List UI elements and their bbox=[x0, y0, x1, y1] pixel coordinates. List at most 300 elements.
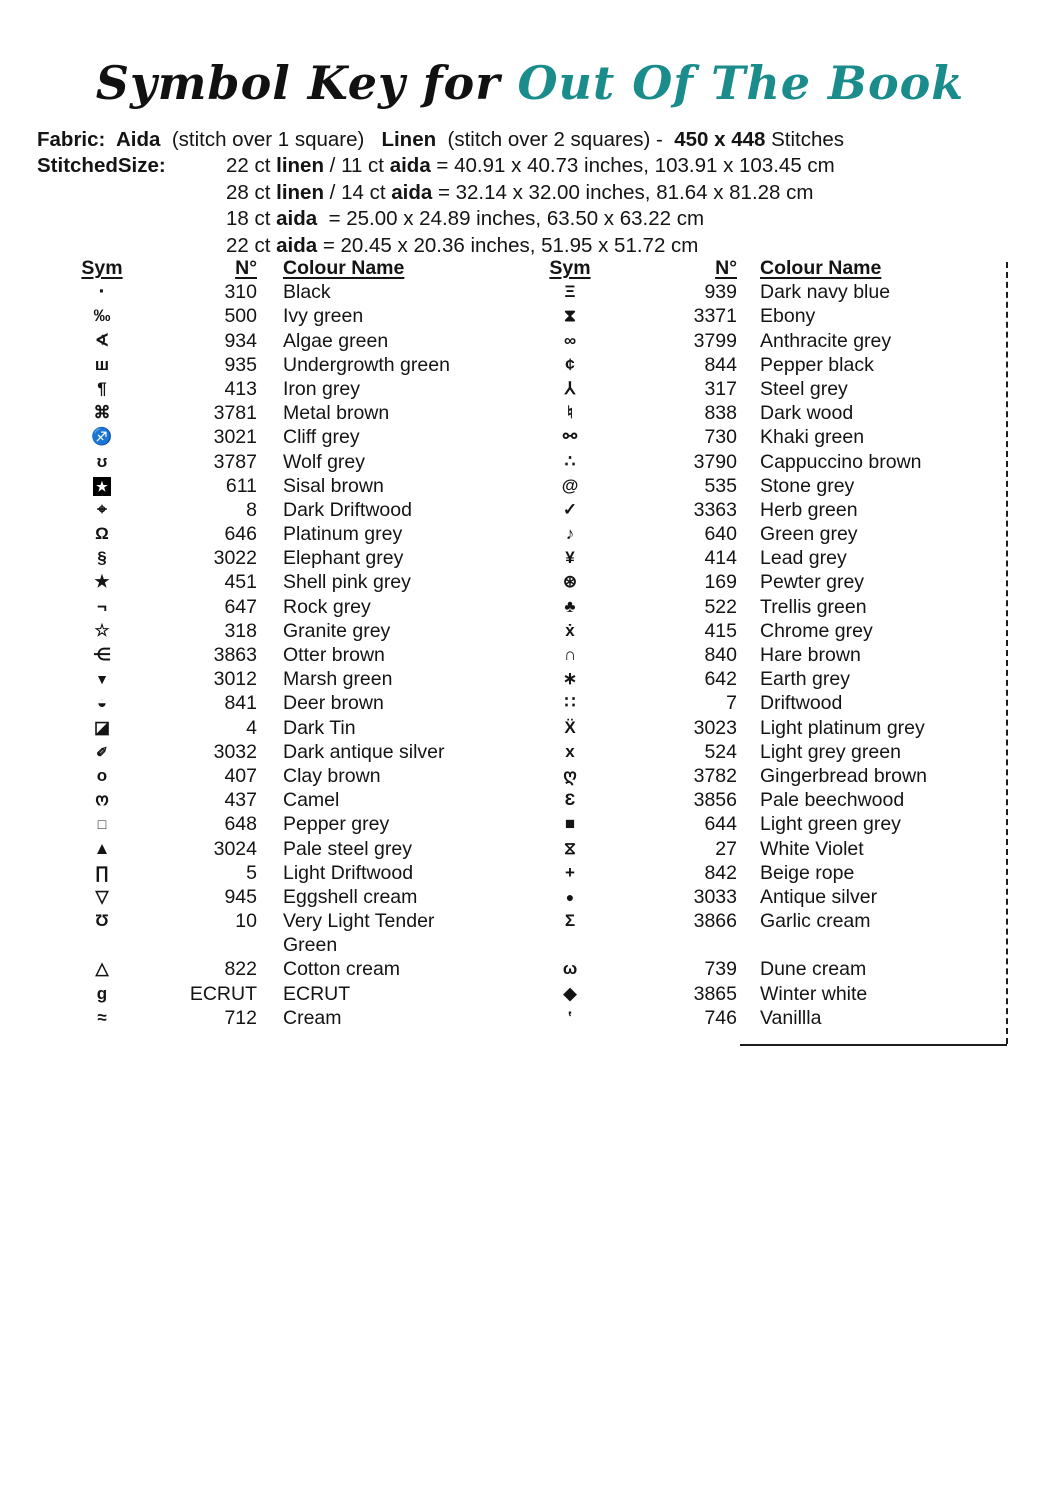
key-row bbox=[62, 353, 479, 377]
colour-name-cell bbox=[737, 933, 995, 957]
number-cell: 413 bbox=[224, 377, 257, 400]
header-colour-name bbox=[737, 256, 995, 280]
key-row bbox=[62, 450, 479, 474]
header-number bbox=[142, 256, 257, 280]
number-cell: 3866 bbox=[693, 910, 737, 933]
key-row bbox=[530, 885, 995, 909]
number-cell: 3863 bbox=[213, 644, 257, 666]
stitch-symbol: ẋ bbox=[565, 620, 575, 640]
colour-name-cell: Steel grey bbox=[760, 377, 848, 400]
colour-name-cell: Light platinum grey bbox=[760, 716, 925, 739]
stitch-symbol: ‰ bbox=[93, 306, 111, 326]
colour-name-cell: Ivy green bbox=[283, 305, 364, 328]
stitch-symbol: ¢ bbox=[565, 354, 575, 374]
header-sym bbox=[530, 256, 610, 280]
symbol-key-column-right bbox=[530, 256, 995, 1030]
colour-name-cell: Very Light Tender Green bbox=[283, 910, 435, 957]
key-row bbox=[530, 1006, 995, 1030]
number-cell: 644 bbox=[704, 813, 737, 836]
symbol-cell bbox=[62, 861, 142, 885]
text-segment: = 25.00 x 24.89 inches, 63.50 x 63.22 cm bbox=[317, 207, 705, 230]
key-row bbox=[62, 401, 479, 425]
symbol-cell bbox=[530, 425, 610, 449]
stitch-symbol: ∩ bbox=[563, 645, 577, 664]
colour-name-cell: Pale steel grey bbox=[283, 837, 412, 860]
stitch-symbol: Ẍ bbox=[564, 717, 576, 737]
stitch-symbol: ∞ bbox=[563, 330, 577, 350]
key-row bbox=[62, 425, 479, 449]
symbol-cell bbox=[530, 1006, 610, 1030]
key-row bbox=[62, 474, 479, 498]
stitch-symbol: § bbox=[97, 548, 107, 568]
stitch-symbol: ◒ bbox=[96, 693, 108, 713]
key-row bbox=[530, 812, 995, 836]
key-row bbox=[62, 546, 479, 570]
number-cell: 730 bbox=[704, 426, 737, 449]
stitch-symbol: Ξ bbox=[564, 282, 576, 302]
number-cell: 3363 bbox=[693, 498, 737, 521]
number-cell: 746 bbox=[704, 1006, 737, 1029]
stitch-symbol: ⋲ bbox=[93, 645, 111, 664]
number-cell: 407 bbox=[224, 764, 257, 787]
key-row bbox=[530, 861, 995, 885]
stitch-symbol: ∷ bbox=[564, 693, 576, 713]
symbol-cell bbox=[62, 643, 142, 667]
text-segment: aida bbox=[389, 154, 431, 177]
key-row bbox=[530, 691, 995, 715]
stitch-symbol: · bbox=[98, 280, 106, 304]
key-row bbox=[62, 861, 479, 885]
stitch-symbol: ♮ bbox=[566, 403, 574, 423]
number-cell: 3021 bbox=[213, 426, 257, 449]
key-row bbox=[530, 304, 995, 328]
key-row bbox=[62, 619, 479, 643]
key-row bbox=[530, 401, 995, 425]
number-cell: 522 bbox=[704, 595, 737, 618]
key-row bbox=[62, 570, 479, 594]
key-row bbox=[62, 885, 479, 909]
number-cell: 939 bbox=[704, 281, 737, 304]
symbol-cell bbox=[530, 691, 610, 715]
symbol-cell bbox=[62, 595, 142, 619]
symbol-cell bbox=[530, 498, 610, 522]
colour-name-cell: Khaki green bbox=[760, 426, 865, 449]
key-row bbox=[62, 595, 479, 619]
number-cell: 646 bbox=[224, 523, 257, 546]
text-segment: 18 ct bbox=[226, 207, 277, 230]
key-row bbox=[530, 764, 995, 788]
symbol-cell bbox=[530, 595, 610, 619]
key-row bbox=[62, 837, 479, 861]
stitch-symbol: ¶ bbox=[97, 378, 107, 398]
stitch-symbol: ო bbox=[95, 790, 109, 810]
number-cell: 10 bbox=[235, 910, 257, 933]
colour-name-cell: Cotton cream bbox=[283, 958, 401, 981]
number-cell: 3033 bbox=[693, 885, 737, 908]
symbol-cell bbox=[530, 982, 610, 1006]
symbol-cell bbox=[530, 764, 610, 788]
colour-name-cell: Herb green bbox=[760, 498, 858, 521]
symbol-cell bbox=[62, 837, 142, 861]
colour-name-cell: Pepper black bbox=[760, 353, 874, 376]
number-cell: 414 bbox=[704, 547, 737, 570]
key-row bbox=[530, 595, 995, 619]
text-segment: 22 ct bbox=[226, 233, 277, 257]
stitch-symbol: ⚯ bbox=[562, 427, 578, 447]
colour-name-cell: White Violet bbox=[760, 837, 864, 860]
colour-name-cell: Trellis green bbox=[760, 595, 867, 618]
symbol-cell bbox=[530, 716, 610, 740]
colour-name-cell: Dark wood bbox=[760, 402, 854, 425]
colour-name-cell: Iron grey bbox=[283, 377, 360, 400]
number-cell: 822 bbox=[224, 958, 257, 981]
stitch-symbol: Ɛ bbox=[564, 790, 576, 810]
header-label: N° bbox=[715, 257, 737, 279]
stitch-symbol: ʊ bbox=[96, 451, 108, 471]
stitch-symbol: ∏ bbox=[95, 862, 109, 882]
symbol-cell bbox=[530, 619, 610, 643]
symbol-cell bbox=[62, 280, 142, 304]
header-sym bbox=[62, 256, 142, 280]
text-segment: Linen bbox=[381, 128, 437, 151]
colour-name-cell: Driftwood bbox=[760, 692, 843, 715]
key-row bbox=[62, 304, 479, 328]
colour-name-cell: Gingerbread brown bbox=[760, 764, 927, 787]
number-cell bbox=[610, 933, 737, 957]
stitch-symbol: ★ bbox=[93, 477, 111, 496]
key-row bbox=[530, 377, 995, 401]
symbol-cell bbox=[530, 401, 610, 425]
number-cell: 3022 bbox=[213, 547, 257, 570]
key-row bbox=[62, 643, 479, 667]
text-segment: linen bbox=[276, 154, 324, 177]
key-row bbox=[62, 716, 479, 740]
symbol-cell bbox=[62, 1006, 142, 1030]
number-cell: 27 bbox=[715, 837, 737, 860]
header-label: N° bbox=[235, 257, 257, 279]
symbol-cell bbox=[530, 450, 610, 474]
stitch-symbol: Ω bbox=[95, 524, 109, 544]
key-row bbox=[62, 498, 479, 522]
stitch-symbol: g bbox=[96, 983, 108, 1003]
key-row bbox=[530, 837, 995, 861]
number-cell: 3790 bbox=[693, 450, 737, 473]
symbol-key-column-left bbox=[62, 256, 479, 1030]
number-cell: 5 bbox=[246, 861, 257, 884]
symbol-cell bbox=[62, 450, 142, 474]
number-cell: 3782 bbox=[693, 764, 737, 787]
stitch-symbol: ◪ bbox=[93, 717, 111, 737]
colour-name-cell: Antique silver bbox=[760, 885, 878, 908]
stitch-symbol: ღ bbox=[563, 765, 577, 785]
key-row bbox=[62, 280, 479, 304]
fabric-info-line bbox=[37, 127, 844, 153]
number-cell: 648 bbox=[224, 813, 257, 836]
stitched-size-line bbox=[226, 153, 835, 180]
number-cell: 611 bbox=[225, 474, 257, 497]
symbol-cell bbox=[530, 740, 610, 764]
colour-name-cell: Shell pink grey bbox=[283, 571, 411, 594]
stitch-symbol: ≈ bbox=[97, 1007, 107, 1027]
stitch-symbol: ⧖ bbox=[564, 838, 576, 858]
colour-name-cell: ECRUT bbox=[283, 982, 351, 1005]
colour-name-cell: Metal brown bbox=[283, 402, 390, 425]
stitch-symbol: ∢ bbox=[94, 330, 110, 350]
colour-name-cell: Chrome grey bbox=[760, 619, 873, 642]
stitch-symbol: ¬ bbox=[97, 596, 107, 616]
symbol-cell bbox=[530, 570, 610, 594]
colour-name-cell: Cliff grey bbox=[283, 426, 360, 449]
stitch-symbol: ω bbox=[562, 959, 578, 979]
stitch-symbol: ⊛ bbox=[562, 572, 578, 592]
symbol-cell bbox=[62, 546, 142, 570]
stitch-symbol: ‛ bbox=[567, 1007, 573, 1027]
key-table-header-row bbox=[530, 256, 995, 280]
key-row bbox=[530, 570, 995, 594]
colour-name-cell: Lead grey bbox=[760, 547, 847, 570]
number-cell: 935 bbox=[224, 353, 257, 376]
colour-name-cell: Pepper grey bbox=[283, 813, 390, 836]
key-row bbox=[530, 546, 995, 570]
number-cell: 3024 bbox=[213, 837, 257, 860]
number-cell: 524 bbox=[704, 740, 737, 763]
colour-name-cell: Black bbox=[283, 281, 331, 304]
stitch-symbol: @ bbox=[561, 475, 579, 495]
colour-name-cell: Otter brown bbox=[283, 644, 385, 666]
colour-name-cell: Dark Driftwood bbox=[283, 498, 412, 521]
header-label: Colour Name bbox=[760, 257, 882, 279]
key-row bbox=[62, 909, 479, 957]
key-row bbox=[530, 474, 995, 498]
stitch-symbol: ✐ bbox=[96, 743, 108, 760]
key-row bbox=[530, 982, 995, 1006]
key-row bbox=[62, 788, 479, 812]
number-cell: 640 bbox=[704, 523, 737, 546]
stitch-symbol: x bbox=[565, 741, 575, 761]
text-segment: = 40.91 x 40.73 inches, 103.91 x 103.45 cm bbox=[430, 154, 835, 177]
stitch-symbol: ♐ bbox=[91, 427, 113, 447]
stitch-symbol: ■ bbox=[564, 814, 576, 834]
key-row bbox=[62, 982, 479, 1006]
title-pattern-name: Out Of The Book bbox=[517, 56, 965, 110]
number-cell: 3856 bbox=[693, 789, 737, 812]
symbol-cell bbox=[530, 522, 610, 546]
stitch-symbol: ✓ bbox=[562, 499, 578, 519]
colour-name-cell: Dark navy blue bbox=[760, 281, 891, 304]
header-number bbox=[610, 256, 737, 280]
symbol-cell bbox=[62, 498, 142, 522]
stitch-symbol: ◆ bbox=[563, 983, 577, 1003]
key-row bbox=[530, 425, 995, 449]
number-cell: 934 bbox=[224, 329, 257, 352]
text-segment: aida bbox=[276, 233, 318, 257]
text-segment: 28 ct bbox=[226, 180, 277, 204]
symbol-cell bbox=[62, 522, 142, 546]
colour-name-cell: Pewter grey bbox=[760, 571, 865, 594]
symbol-cell bbox=[530, 909, 610, 933]
colour-name-cell: Light green grey bbox=[760, 813, 901, 836]
number-cell: 3012 bbox=[213, 668, 257, 691]
colour-name-cell: Ebony bbox=[760, 305, 816, 328]
stitched-size-line bbox=[226, 206, 835, 233]
stitch-symbol: o bbox=[96, 765, 108, 785]
stitch-symbol: ▼ bbox=[95, 671, 109, 688]
key-row bbox=[62, 1006, 479, 1030]
symbol-cell bbox=[62, 329, 142, 353]
stitch-symbol: ⌘ bbox=[93, 403, 111, 423]
colour-name-cell: Vanillla bbox=[760, 1006, 822, 1029]
stitch-symbol: ш bbox=[94, 354, 110, 374]
number-cell: 3781 bbox=[213, 402, 257, 425]
key-row bbox=[530, 740, 995, 764]
number-cell: 3371 bbox=[693, 305, 737, 328]
number-cell: 7 bbox=[726, 692, 737, 715]
number-cell: 838 bbox=[704, 402, 737, 425]
colour-name-cell: Rock grey bbox=[283, 595, 371, 618]
number-cell: 500 bbox=[224, 305, 257, 328]
stitch-symbol: ★ bbox=[94, 572, 110, 592]
colour-name-cell: Light grey green bbox=[760, 740, 901, 763]
colour-name-cell: Cream bbox=[283, 1006, 342, 1029]
symbol-cell bbox=[530, 861, 610, 885]
symbol-cell bbox=[62, 304, 142, 328]
key-row bbox=[530, 933, 995, 957]
symbol-cell bbox=[62, 909, 142, 957]
colour-name-cell: Elephant grey bbox=[283, 547, 404, 570]
number-cell: 844 bbox=[704, 353, 737, 376]
text-segment: / 14 ct bbox=[323, 180, 392, 204]
symbol-cell bbox=[530, 304, 610, 328]
key-row bbox=[62, 957, 479, 981]
key-row bbox=[62, 764, 479, 788]
key-row bbox=[530, 280, 995, 304]
symbol-cell bbox=[530, 643, 610, 667]
key-row bbox=[530, 667, 995, 691]
number-cell: 840 bbox=[704, 644, 737, 666]
stitch-symbol: Ʊ bbox=[95, 911, 109, 931]
stitch-symbol: ∗ bbox=[562, 669, 578, 689]
colour-name-cell: Dark antique silver bbox=[283, 740, 445, 763]
key-row bbox=[530, 788, 995, 812]
key-row bbox=[62, 329, 479, 353]
symbol-cell bbox=[62, 353, 142, 377]
stitch-symbol: ▲ bbox=[93, 838, 111, 858]
text-segment: (stitch over 1 square) bbox=[160, 128, 382, 151]
stitch-symbol: △ bbox=[95, 959, 109, 979]
symbol-cell bbox=[62, 982, 142, 1006]
key-row bbox=[62, 691, 479, 715]
symbol-cell bbox=[530, 885, 610, 909]
stitch-symbol: ☆ bbox=[94, 620, 110, 640]
symbol-cell bbox=[62, 716, 142, 740]
colour-name-cell: Algae green bbox=[283, 329, 389, 352]
stitch-symbol: □ bbox=[97, 816, 107, 833]
number-cell: 712 bbox=[224, 1006, 257, 1029]
number-cell: 535 bbox=[704, 474, 737, 497]
stitch-symbol: ¥ bbox=[565, 548, 575, 568]
number-cell: 842 bbox=[704, 861, 737, 884]
stitch-symbol: ⌖ bbox=[97, 499, 107, 519]
colour-name-cell: Cappuccino brown bbox=[760, 450, 922, 473]
colour-name-cell: Garlic cream bbox=[760, 910, 871, 933]
symbol-cell bbox=[62, 474, 142, 498]
stitch-symbol: ♪ bbox=[565, 524, 575, 544]
key-row bbox=[62, 522, 479, 546]
number-cell: 169 bbox=[704, 571, 737, 594]
header-label: Sym bbox=[81, 257, 123, 279]
symbol-cell bbox=[530, 667, 610, 691]
key-row bbox=[62, 740, 479, 764]
stitch-symbol: ▽ bbox=[95, 886, 109, 906]
symbol-cell bbox=[62, 812, 142, 836]
number-cell: ECRUT bbox=[189, 982, 257, 1005]
colour-name-cell: Light Driftwood bbox=[283, 861, 414, 884]
number-cell: 437 bbox=[224, 789, 257, 812]
key-row bbox=[530, 619, 995, 643]
key-row bbox=[530, 450, 995, 474]
stitched-size-label: StitchedSize: bbox=[37, 154, 166, 177]
header-label: Colour Name bbox=[283, 257, 405, 279]
stitched-size-line bbox=[226, 180, 835, 207]
symbol-cell bbox=[62, 957, 142, 981]
stitched-size-lines bbox=[226, 153, 835, 259]
symbol-cell bbox=[530, 788, 610, 812]
number-cell: 3865 bbox=[693, 982, 737, 1005]
colour-name-cell: Wolf grey bbox=[283, 450, 365, 473]
number-cell: 647 bbox=[224, 595, 257, 618]
text-segment: aida bbox=[391, 180, 433, 204]
symbol-cell bbox=[62, 691, 142, 715]
symbol-cell bbox=[530, 812, 610, 836]
key-row bbox=[530, 498, 995, 522]
key-row bbox=[530, 716, 995, 740]
colour-name-cell: Hare brown bbox=[760, 644, 861, 666]
stitch-symbol: ∴ bbox=[564, 451, 576, 471]
table-bottom-border bbox=[740, 1044, 1007, 1046]
key-row bbox=[62, 812, 479, 836]
stitch-symbol: ♣ bbox=[564, 596, 576, 616]
stitch-symbol: + bbox=[565, 862, 575, 882]
colour-name-cell: Marsh green bbox=[283, 668, 393, 691]
header-colour-name bbox=[257, 256, 479, 280]
number-cell: 318 bbox=[224, 619, 257, 642]
stitched-size-block bbox=[37, 153, 835, 259]
text-segment: (stitch over 2 squares) - bbox=[436, 128, 675, 151]
colour-name-cell: Dark Tin bbox=[283, 716, 356, 739]
key-row bbox=[530, 909, 995, 933]
colour-name-cell: Clay brown bbox=[283, 764, 381, 787]
text-segment: aida bbox=[276, 207, 318, 230]
symbol-cell bbox=[62, 788, 142, 812]
symbol-cell bbox=[530, 329, 610, 353]
symbol-cell bbox=[62, 740, 142, 764]
symbol-cell bbox=[62, 401, 142, 425]
number-cell: 3787 bbox=[213, 450, 257, 473]
symbol-cell bbox=[530, 933, 610, 957]
stitch-symbol: Σ bbox=[564, 911, 576, 931]
number-cell: 3032 bbox=[213, 740, 257, 763]
text-segment: linen bbox=[276, 180, 324, 204]
number-cell: 4 bbox=[246, 716, 257, 739]
text-segment: 450 x 448 bbox=[674, 128, 766, 151]
symbol-cell bbox=[62, 885, 142, 909]
colour-name-cell: Granite grey bbox=[283, 619, 391, 642]
key-row bbox=[530, 353, 995, 377]
colour-name-cell: Deer brown bbox=[283, 692, 384, 715]
text-segment: Fabric: bbox=[37, 128, 116, 151]
key-row bbox=[530, 957, 995, 981]
stitch-symbol: ⧗ bbox=[564, 306, 576, 326]
